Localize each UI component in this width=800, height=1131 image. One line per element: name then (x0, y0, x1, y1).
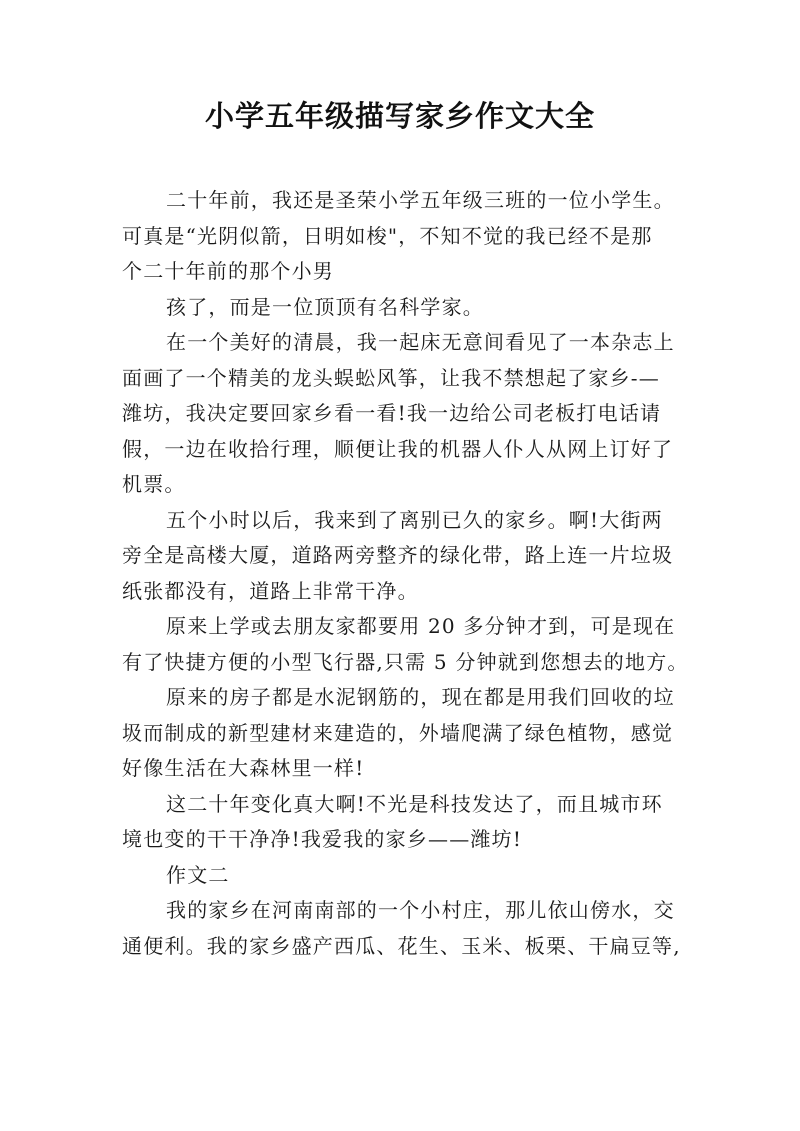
text-line: 我的家乡在河南南部的一个小村庄，那儿依山傍水，交 (166, 898, 675, 922)
text-line: 孩了，而是一位顶顶有名科学家。 (166, 294, 484, 319)
text-line: 这二十年变化真大啊!不光是科技发达了，而且城市环 (166, 791, 663, 816)
text-line: 原来上学或去朋友家都要用 20 多分钟才到，可是现在 (166, 614, 676, 638)
essay-body (122, 183, 702, 964)
text-line: 面画了一个精美的龙头蜈蚣风筝，让我不禁想起了家乡-— (122, 365, 660, 390)
text-line: 旁全是高楼大厦，道路两旁整齐的绿化带，路上连一片垃圾 (122, 543, 674, 567)
text-line: 境也变的干干净净!我爱我的家乡——潍坊! (122, 827, 523, 851)
text-line: 潍坊，我决定要回家乡看一看!我一边给公司老板打电话请 (122, 401, 662, 425)
text-line: 二十年前，我还是圣荣小学五年级三班的一位小学生。 (166, 188, 675, 212)
text-line: 圾而制成的新型建材来建造的，外墙爬满了绿色植物，感觉 (122, 720, 674, 745)
text-line: 好像生活在大森林里一样! (122, 756, 365, 780)
text-line: 五个小时以后，我来到了离别已久的家乡。啊!大街两 (166, 507, 663, 532)
text-line: 作文二 (166, 862, 230, 887)
text-line: 纸张都没有，道路上非常干净。 (122, 578, 419, 603)
text-line: 通便利。我的家乡盛产西瓜、花生、玉米、板栗、干扁豆等, (122, 933, 681, 958)
text-line: 个二十年前的那个小男 (122, 259, 334, 283)
document-title: 小学五年级描写家乡作文大全 (204, 99, 595, 133)
text-line: 假，一边在收拾行理，顺便让我的机器人仆人从网上订好了 (122, 436, 674, 461)
text-line: 有了快捷方便的小型飞行器,只需 5 分钟就到您想去的地方。 (122, 649, 689, 674)
text-line: 可真是“光阴似箭，日明如梭"，不知不觉的我已经不是那 (122, 223, 653, 248)
text-line: 在一个美好的清晨，我一起床无意间看见了一本杂志上 (166, 330, 675, 354)
text-line: 原来的房子都是水泥钢筋的，现在都是用我们回收的垃 (166, 685, 675, 709)
text-line: 机票。 (122, 472, 186, 496)
